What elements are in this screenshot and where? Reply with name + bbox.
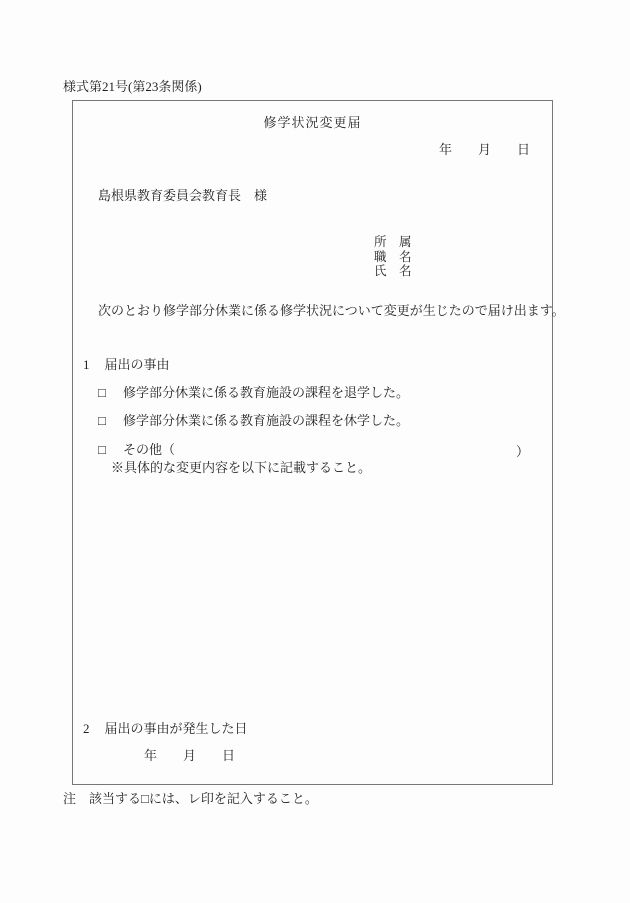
checkbox-other[interactable]: □ xyxy=(98,442,106,457)
reason-label-withdrew: 修学部分休業に係る教育施設の課程を退学した。 xyxy=(123,385,410,400)
addressee-line: 島根県教育委員会教育長 様 xyxy=(98,188,268,203)
change-details-write-area[interactable] xyxy=(85,483,541,713)
reason-label-other: その他（ xyxy=(123,442,176,457)
name-label: 氏 名 xyxy=(374,264,412,278)
position-label: 職 名 xyxy=(374,249,412,264)
intro-sentence: 次のとおり修学部分休業に係る修学状況について変更が生じたので届け出ます。 xyxy=(98,303,565,318)
other-reason-fill-in[interactable] xyxy=(223,437,511,455)
document-title: 修学状況変更届 xyxy=(263,115,362,130)
checkbox-leave[interactable]: □ xyxy=(98,413,106,428)
section1-heading xyxy=(83,358,170,371)
submission-date-line: 年 月 日 xyxy=(438,142,530,157)
other-detail-note: ※具体的な変更内容を以下に記載すること。 xyxy=(111,460,372,475)
reason-item-leave xyxy=(98,414,409,427)
form-border-box xyxy=(72,100,565,785)
section2-heading xyxy=(83,722,248,735)
footnote: 注 該当する□には、レ印を記入すること。 xyxy=(63,791,318,806)
reason-label-leave: 修学部分休業に係る教育施設の課程を休学した。 xyxy=(123,413,410,428)
reason-item-other xyxy=(98,443,175,456)
affiliation-label: 所 属 xyxy=(374,235,412,249)
other-reason-close-paren: ） xyxy=(516,444,530,459)
section1-number: 1 xyxy=(83,357,90,372)
checkbox-withdrew[interactable]: □ xyxy=(98,385,106,400)
section2-number: 2 xyxy=(83,721,90,736)
section2-title: 届出の事由が発生した日 xyxy=(104,721,248,736)
form-number: 様式第21号(第23条関係) xyxy=(63,79,202,94)
occurrence-date-line: 年 月 日 xyxy=(144,748,236,763)
reason-item-withdrew xyxy=(98,386,409,399)
signer-block xyxy=(374,235,412,279)
section1-title: 届出の事由 xyxy=(104,357,170,372)
